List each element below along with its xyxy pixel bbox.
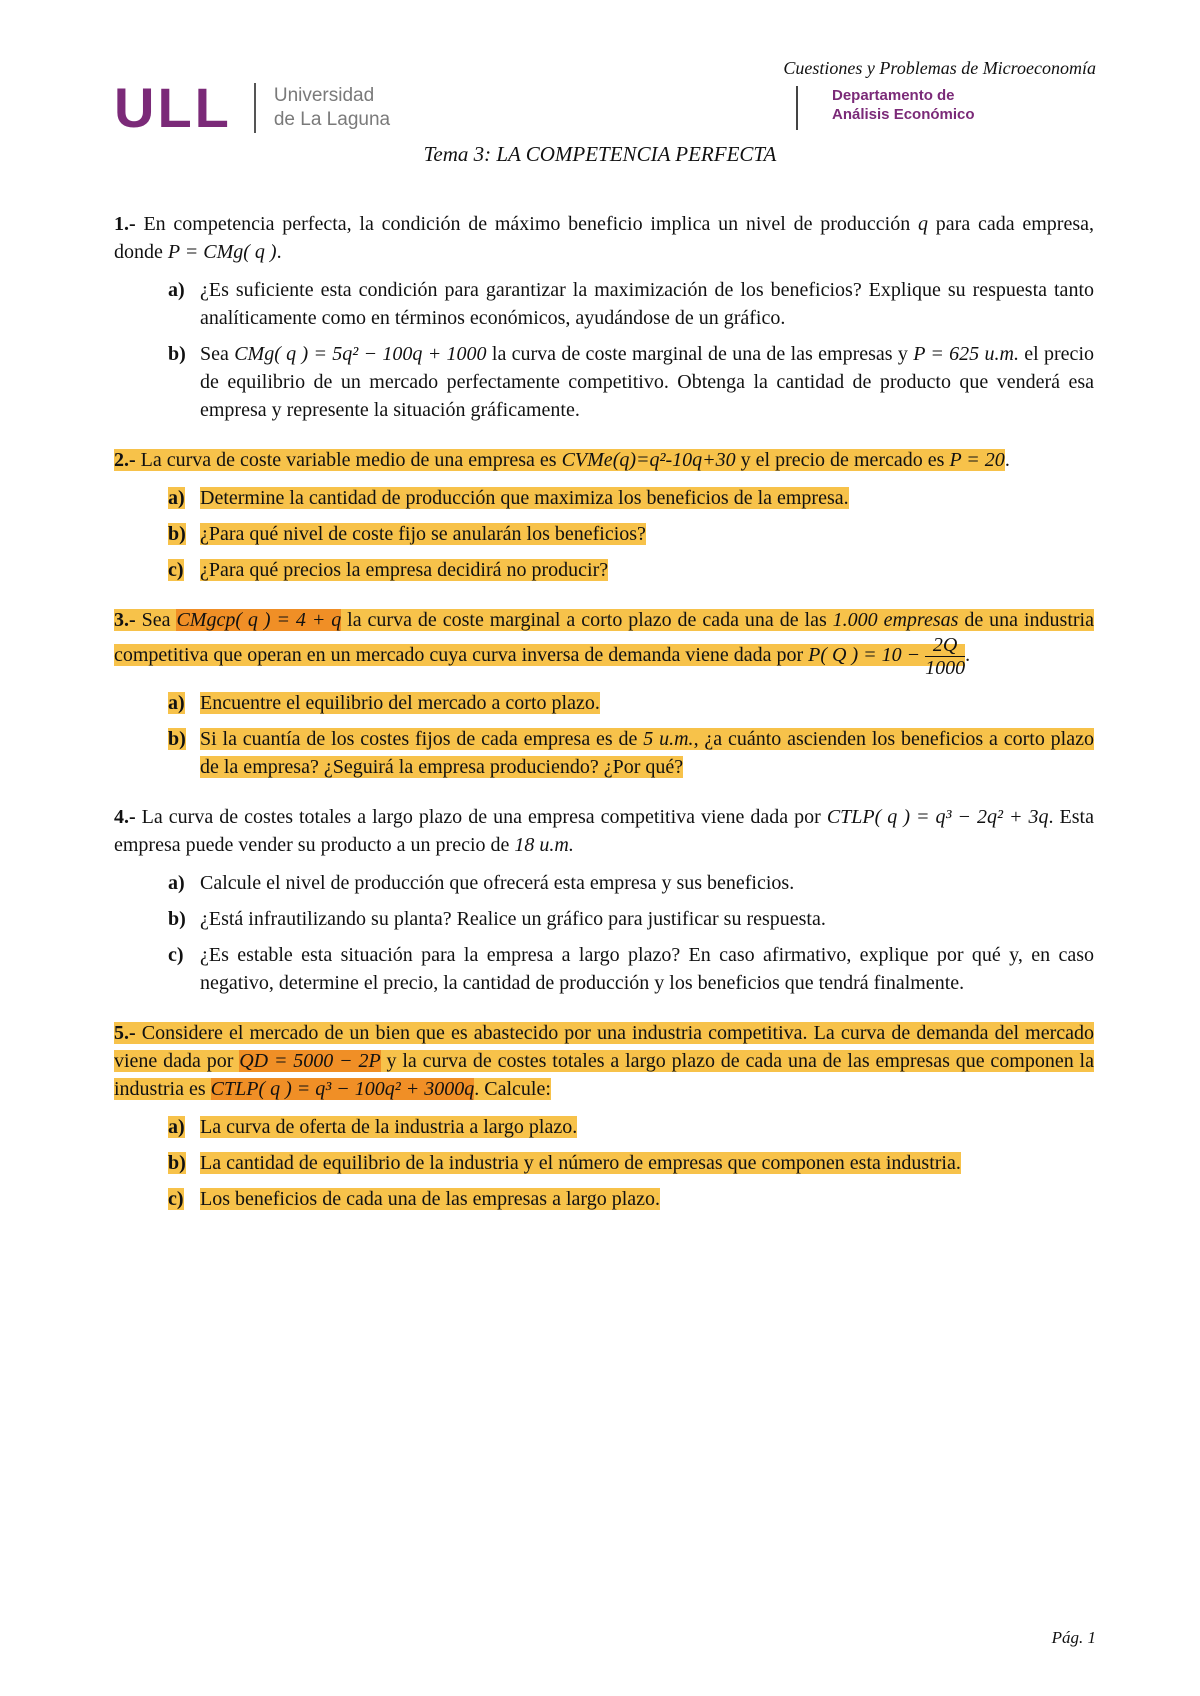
subquestion-text: ¿Para qué nivel de coste fijo se anularán los beneficios? xyxy=(200,523,646,545)
math-expression: 1.000 empresas xyxy=(832,609,959,631)
math-var: q xyxy=(918,213,929,235)
department-divider xyxy=(796,86,798,130)
question-1-statement xyxy=(114,210,1094,266)
question-number: 2.- xyxy=(114,449,136,471)
text: . xyxy=(965,644,971,667)
question-4-statement xyxy=(114,803,1094,859)
question-number: 3.- xyxy=(114,609,136,631)
text: el precio de equilibrio de un mercado perfectamente competitivo. Obtenga la cantidad de producto que venderá esa empresa y represente la situación gráficamente. xyxy=(200,343,1094,421)
subquestion-label: a) xyxy=(168,487,185,509)
university-name xyxy=(274,84,390,132)
text: y el precio de mercado es xyxy=(735,449,950,471)
question-3a xyxy=(114,689,1094,717)
logo-divider xyxy=(254,83,256,133)
question-2c xyxy=(114,556,1094,584)
university-logo xyxy=(114,76,391,139)
math-expression: CMg( q ) = 5q² − 100q + 1000 xyxy=(234,343,487,365)
question-5c xyxy=(114,1185,1094,1213)
document-series-title: Cuestiones y Problemas de Microeconomía xyxy=(783,58,1096,78)
question-2-statement xyxy=(114,446,1094,474)
department-name xyxy=(832,86,975,130)
statement-text: En competencia perfecta, la condición de máximo beneficio implica un nivel de producción xyxy=(135,213,919,235)
math-expression: P = CMg( q ) xyxy=(167,241,277,263)
page-number: Pág. 1 xyxy=(1051,1628,1096,1647)
text: y la curva de costes totales a largo plazo de cada una de las empresas que componen la industria es xyxy=(114,1050,1094,1100)
question-4a xyxy=(114,869,1094,897)
question-2a xyxy=(114,484,1094,512)
subquestion-text: ¿Es estable esta situación para la empresa a largo plazo? En caso afirmativo, explique por qué y, en caso negativo, determine el precio, la cantidad de producción y los beneficios que tendrá finalmente. xyxy=(200,944,1094,994)
subquestion-label: c) xyxy=(168,559,184,581)
text: la curva de coste marginal a corto plazo de cada una de las xyxy=(341,609,833,631)
subquestion-text: La cantidad de equilibrio de la industria y el número de empresas que componen esta industria. xyxy=(200,1152,961,1174)
subquestion-label: a) xyxy=(168,872,185,894)
subquestion-label: c) xyxy=(168,1188,184,1210)
department-block xyxy=(796,86,975,130)
question-1b xyxy=(114,340,1094,424)
subquestion-text: La curva de oferta de la industria a largo plazo. xyxy=(200,1116,578,1138)
question-2 xyxy=(114,446,1094,584)
subquestion-text: ¿Es suficiente esta condición para garantizar la maximización de los beneficios? Explique su respuesta tanto analíticamente como en términos económicos, ayudándose de un gráfico. xyxy=(200,279,1094,329)
subquestion-label: b) xyxy=(168,343,186,365)
text: la curva de coste marginal de una de las empresas y xyxy=(486,343,914,365)
math-expression: 5 u.m. xyxy=(643,728,694,750)
ull-logo-mark: ULL xyxy=(114,76,232,139)
math-expression: QD = 5000 − 2P xyxy=(239,1050,381,1072)
question-number: 4.- xyxy=(114,806,136,828)
question-number: 5.- xyxy=(114,1022,136,1044)
math-expression: CTLP( q ) = q³ − 100q² + 3000q xyxy=(210,1078,475,1100)
question-5a xyxy=(114,1113,1094,1141)
question-3 xyxy=(114,606,1094,781)
math-expression: 18 u.m. xyxy=(514,834,574,856)
text: Si la cuantía de los costes fijos de cada empresa es de xyxy=(200,728,644,750)
question-5-statement xyxy=(114,1019,1094,1103)
question-4 xyxy=(114,803,1094,997)
exercise-list xyxy=(114,210,1094,1221)
question-1 xyxy=(114,210,1094,424)
subquestion-label: c) xyxy=(168,944,184,966)
university-name-line2: de La Laguna xyxy=(273,109,391,130)
text: , ¿a cuánto ascienden los beneficios a corto plazo de la empresa? ¿Seguirá la empresa produciendo? ¿Por qué? xyxy=(200,728,1094,778)
subquestion-label: a) xyxy=(168,692,185,714)
math-expression: CTLP( q ) = q³ − 2q² + 3q xyxy=(826,806,1049,828)
text: de una industria competitiva que operan en un mercado cuya curva inversa de demanda viene dada por xyxy=(114,609,1094,667)
subquestion-text: ¿Para qué precios la empresa decidirá no producir? xyxy=(200,559,609,581)
subquestion-label: b) xyxy=(168,523,186,545)
question-5 xyxy=(114,1019,1094,1213)
question-3b xyxy=(114,725,1094,781)
text: . Esta empresa puede vender su producto a un precio de xyxy=(114,806,1094,856)
math-expression: CVMe(q)=q²-10q+30 xyxy=(561,449,736,471)
demand-fraction xyxy=(925,634,965,679)
subquestion-text: ¿Está infrautilizando su planta? Realice un gráfico para justificar su respuesta. xyxy=(200,908,826,930)
fraction-denominator: 1000 xyxy=(925,657,966,679)
statement-text: . xyxy=(276,241,282,263)
question-4b xyxy=(114,905,1094,933)
math-expression: P = 625 u.m. xyxy=(913,343,1019,365)
text: La curva de costes totales a largo plazo de una empresa competitiva viene dada por xyxy=(135,806,827,828)
subquestion-label: b) xyxy=(168,1152,186,1174)
subquestion-label: b) xyxy=(168,728,186,750)
question-1a xyxy=(114,276,1094,332)
question-number: 1.- xyxy=(114,213,136,235)
text: . xyxy=(1004,449,1010,471)
math-expression: P( Q ) = 10 − xyxy=(808,644,921,667)
math-expression: P = 20 xyxy=(949,449,1005,471)
text: Sea xyxy=(135,609,177,631)
fraction-numerator: 2Q xyxy=(925,634,965,657)
subquestion-label: a) xyxy=(168,1116,185,1138)
text: Sea xyxy=(200,343,235,365)
text: La curva de coste variable medio de una empresa es xyxy=(135,449,562,471)
university-name-line1: Universidad xyxy=(273,85,375,106)
department-name-line2: Análisis Económico xyxy=(832,106,975,123)
text: Considere el mercado de un bien que es abastecido por una industria competitiva. La curva de demanda del mercado viene dada por xyxy=(114,1022,1094,1072)
question-3-statement xyxy=(114,606,1094,679)
math-expression: CMgcp( q ) = 4 + q xyxy=(176,609,342,631)
header-right xyxy=(783,58,1096,79)
question-5b xyxy=(114,1149,1094,1177)
question-2b xyxy=(114,520,1094,548)
subquestion-text: Encuentre el equilibrio del mercado a corto plazo. xyxy=(200,692,600,714)
subquestion-label: a) xyxy=(168,279,185,301)
page-title: Tema 3: LA COMPETENCIA PERFECTA xyxy=(423,142,777,166)
statement-text: para cada empresa, donde xyxy=(114,213,1094,263)
subquestion-label: b) xyxy=(168,908,186,930)
department-name-line1: Departamento de xyxy=(832,87,955,104)
question-4c xyxy=(114,941,1094,997)
subquestion-text xyxy=(200,340,1094,424)
subquestion-text: Determine la cantidad de producción que maximiza los beneficios de la empresa. xyxy=(200,487,849,509)
text: . Calcule: xyxy=(474,1078,551,1100)
subquestion-text: Los beneficios de cada una de las empresas a largo plazo. xyxy=(200,1188,660,1210)
subquestion-text: Calcule el nivel de producción que ofrecerá esta empresa y sus beneficios. xyxy=(200,872,795,894)
